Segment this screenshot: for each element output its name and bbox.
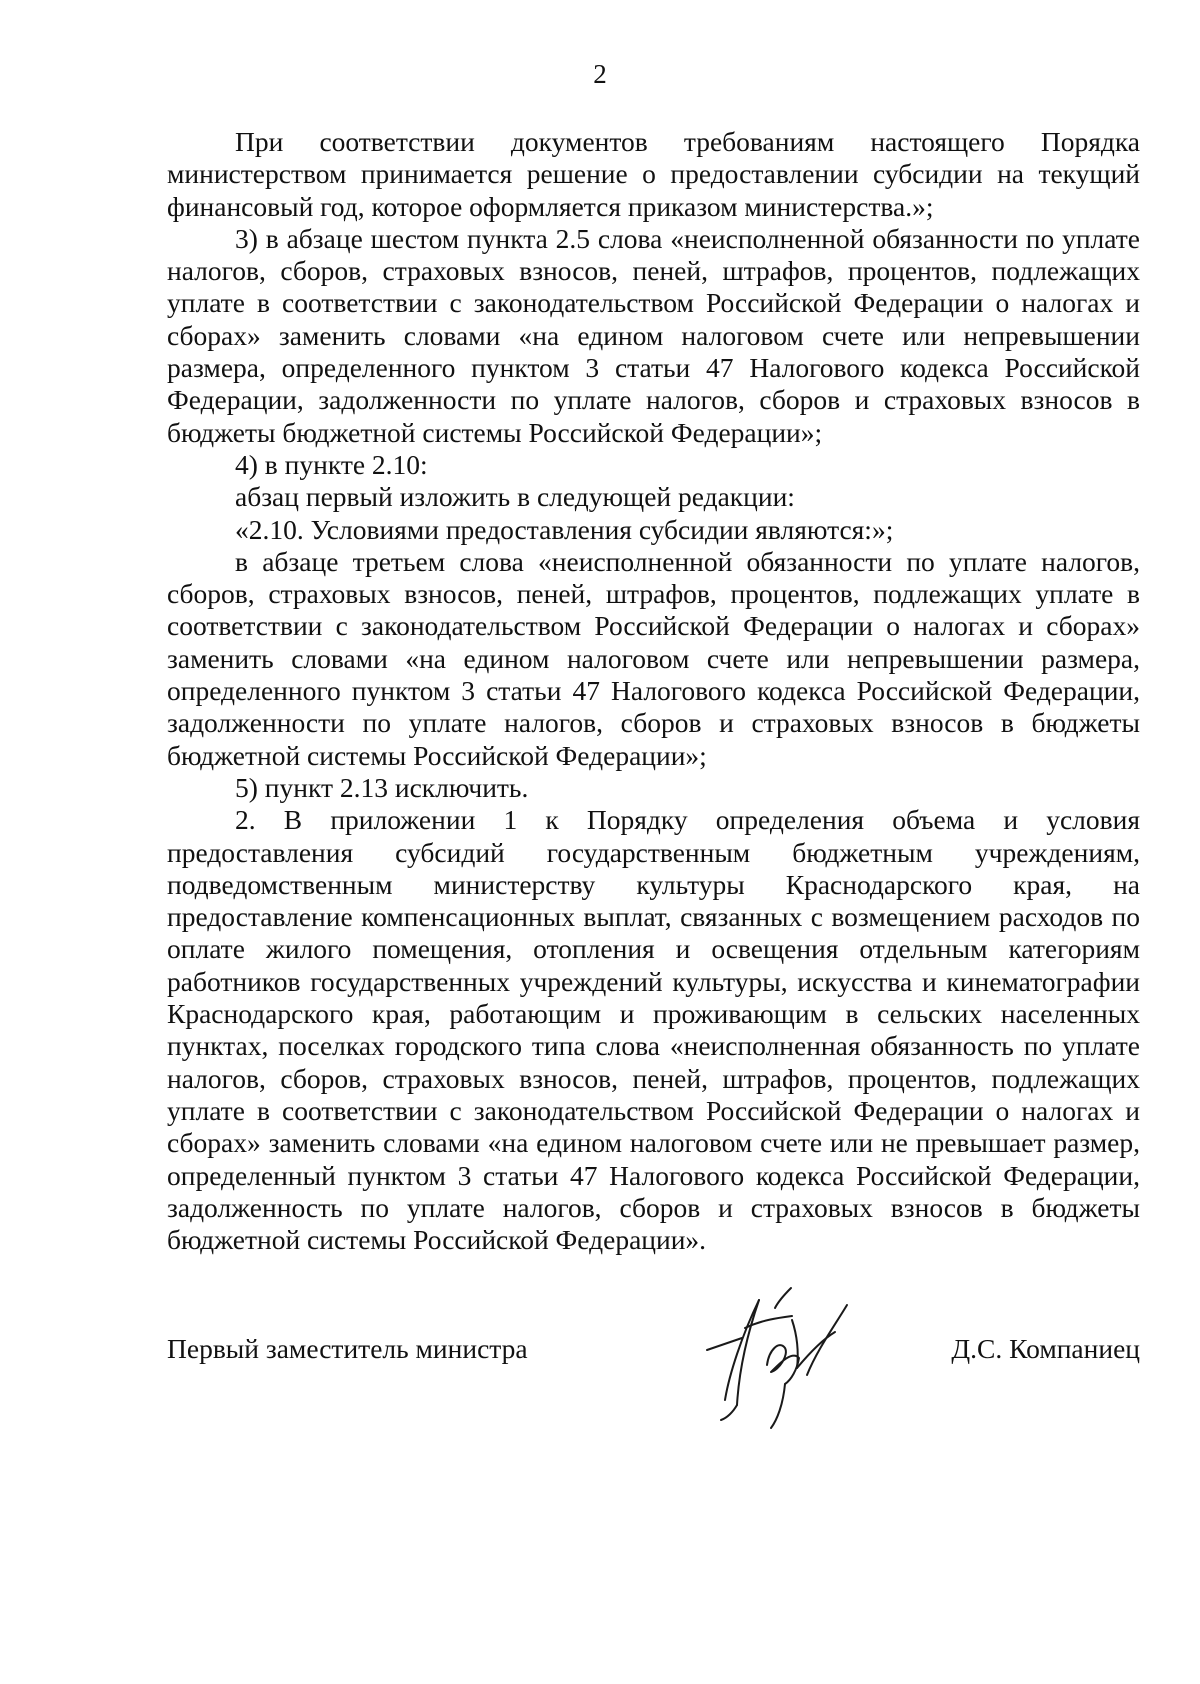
- document-body: [167, 126, 1140, 1256]
- paragraph-item-3: 3) в абзаце шестом пункта 2.5 слова «неисполненной обязанности по уплате налогов, сборов, страховых взносов, пеней, штрафов, процентов, подлежащих уплате в соответствии с законодательством Российской Федерации о налогах и сборах» заменить словами «на едином налоговом счете или непревышении размера, определенного пунктом 3 статьи 47 Налогового кодекса Российской Федерации, задолженности по уплате налогов, сборов и страховых взносов в бюджеты бюджетной системы Российской Федерации»;: [167, 222, 1140, 448]
- signature-block: [167, 1325, 1140, 1435]
- signatory-name: Д.С. Компаниец: [951, 1333, 1140, 1364]
- paragraph-decision: При соответствии документов требованиям настоящего Порядка министерством принимается решение о предоставлении субсидии на текущий финансовый год, которое оформляется приказом министерства.»;: [167, 126, 1140, 222]
- paragraph-item-5: 5) пункт 2.13 исключить.: [235, 771, 529, 803]
- paragraph-new-2-10: «2.10. Условиями предоставления субсидии являются:»;: [235, 513, 894, 545]
- paragraph-section-2: 2. В приложении 1 к Порядку определения объема и условия предоставления субсидий государственным бюджетным учреждениям, подведомственным министерству культуры Краснодарского края, на предоставление компенсационных выплат, связанных с возмещением расходов по оплате жилого помещения, отопления и освещения отдельным категориям работников государственных учреждений культуры, искусства и кинематографии Краснодарского края, работающим и проживающим в сельских населенных пунктах, поселках городского типа слова «неисполненная обязанность по уплате налогов, сборов, страховых взносов, пеней, штрафов, процентов, подлежащих уплате в соответствии с законодательством Российской Федерации о налогах и сборах» заменить словами «на едином налоговом счете или не превышает размер, определенный пунктом 3 статьи 47 Налогового кодекса Российской Федерации, задолженность по уплате налогов, сборов и страховых взносов в бюджеты бюджетной системы Российской Федерации».: [167, 804, 1140, 1256]
- signatory-position: Первый заместитель министра: [167, 1333, 528, 1364]
- page-number: 2: [593, 59, 607, 89]
- paragraph-first-abzac: абзац первый изложить в следующей редакции:: [235, 481, 795, 513]
- paragraph-third-abzac: в абзаце третьем слова «неисполненной обязанности по уплате налогов, сборов, страховых взносов, пеней, штрафов, процентов, подлежащих уплате в соответствии с законодательством Российской Федерации о налогах и сборах» заменить словами «на едином налоговом счете или непревышении размера, определенного пунктом 3 статьи 47 Налогового кодекса Российской Федерации, задолженности по уплате налогов, сборов и страховых взносов в бюджеты бюджетной системы Российской Федерации»;: [167, 545, 1140, 771]
- paragraph-item-4: 4) в пункте 2.10:: [235, 448, 428, 480]
- handwritten-signature-icon: [667, 1280, 887, 1430]
